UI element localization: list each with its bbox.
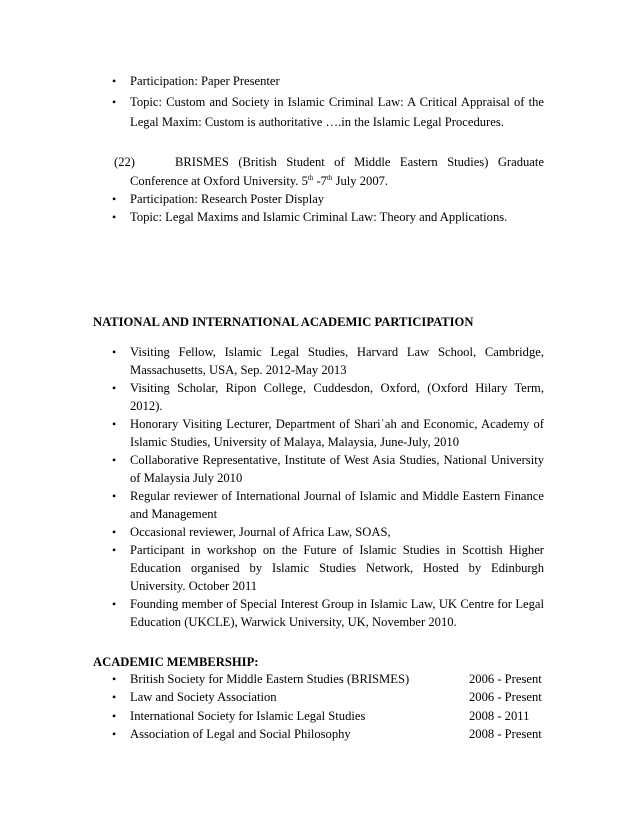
bullet-icon: • (112, 345, 117, 359)
membership-period: 2006 - Present (469, 690, 542, 704)
list-item: Regular reviewer of International Journal of Islamic and Middle Eastern Finance (130, 489, 544, 503)
list-item-continuation: Education organised by Islamic Studies Network, Hosted by Edinburgh (130, 561, 544, 575)
membership-name: Association of Legal and Social Philosophy (130, 727, 351, 741)
list-item-continuation: of Malaysia July 2010 (130, 471, 243, 485)
membership-name: International Society for Islamic Legal Studies (130, 709, 366, 723)
list-item-continuation: Education (UKCLE), Warwick University, UK, November 2010. (130, 615, 457, 629)
list-item-continuation: University. October 2011 (130, 579, 258, 593)
list-item: Collaborative Representative, Institute of West Asia Studies, National University (130, 453, 544, 467)
membership-period: 2006 - Present (469, 672, 542, 686)
list-item-continuation: 2012). (130, 399, 163, 413)
list-item: Visiting Fellow, Islamic Legal Studies, Harvard Law School, Cambridge, (130, 345, 544, 359)
bullet-icon: • (112, 381, 117, 395)
list-item: Occasional reviewer, Journal of Africa Law, SOAS, (130, 525, 391, 539)
bullet-icon: • (112, 453, 117, 467)
bullet-icon: • (112, 74, 117, 88)
bullet-icon: • (112, 543, 117, 557)
list-item: Participant in workshop on the Future of Islamic Studies in Scottish Higher (130, 543, 544, 557)
bullet-icon: • (112, 709, 117, 723)
section-heading: NATIONAL AND INTERNATIONAL ACADEMIC PARTICIPATION (93, 315, 474, 329)
membership-period: 2008 - 2011 (469, 709, 530, 723)
entry-number: (22) (114, 155, 135, 169)
bullet-icon: • (112, 210, 117, 224)
bullet-icon: • (112, 192, 117, 206)
membership-name: Law and Society Association (130, 690, 277, 704)
section-heading: ACADEMIC MEMBERSHIP: (93, 655, 259, 669)
list-item: Honorary Visiting Lecturer, Department of Shariʿah and Economic, Academy of (130, 417, 544, 431)
bullet-icon: • (112, 489, 117, 503)
membership-period: 2008 - Present (469, 727, 542, 741)
bullet-icon: • (112, 727, 117, 741)
list-item: Founding member of Special Interest Group in Islamic Law, UK Centre for Legal (130, 597, 544, 611)
bullet-icon: • (112, 525, 117, 539)
bullet-icon: • (112, 417, 117, 431)
list-item: Participation: Research Poster Display (130, 192, 325, 206)
list-item: Topic: Custom and Society in Islamic Criminal Law: A Critical Appraisal of the (130, 95, 544, 109)
entry-title: BRISMES (British Student of Middle Eastern Studies) Graduate (175, 155, 544, 169)
list-item: Participation: Paper Presenter (130, 74, 280, 88)
bullet-icon: • (112, 672, 117, 686)
membership-name: British Society for Middle Eastern Studies (BRISMES) (130, 672, 410, 686)
list-item-continuation: Legal Maxim: Custom is authoritative ….in the Islamic Legal Procedures. (130, 115, 504, 129)
list-item-continuation: and Management (130, 507, 218, 521)
list-item-continuation: Islamic Studies, University of Malaya, Malaysia, June-July, 2010 (130, 435, 460, 449)
list-item: Topic: Legal Maxims and Islamic Criminal Law: Theory and Applications. (130, 210, 508, 224)
bullet-icon: • (112, 95, 117, 109)
bullet-icon: • (112, 597, 117, 611)
list-item: Visiting Scholar, Ripon College, Cuddesdon, Oxford, (Oxford Hilary Term, (130, 381, 544, 395)
entry-title-continuation: Conference at Oxford University. 5th -7th July 2007. (130, 173, 389, 188)
list-item-continuation: Massachusetts, USA, Sep. 2012-May 2013 (130, 363, 347, 377)
bullet-icon: • (112, 690, 117, 704)
